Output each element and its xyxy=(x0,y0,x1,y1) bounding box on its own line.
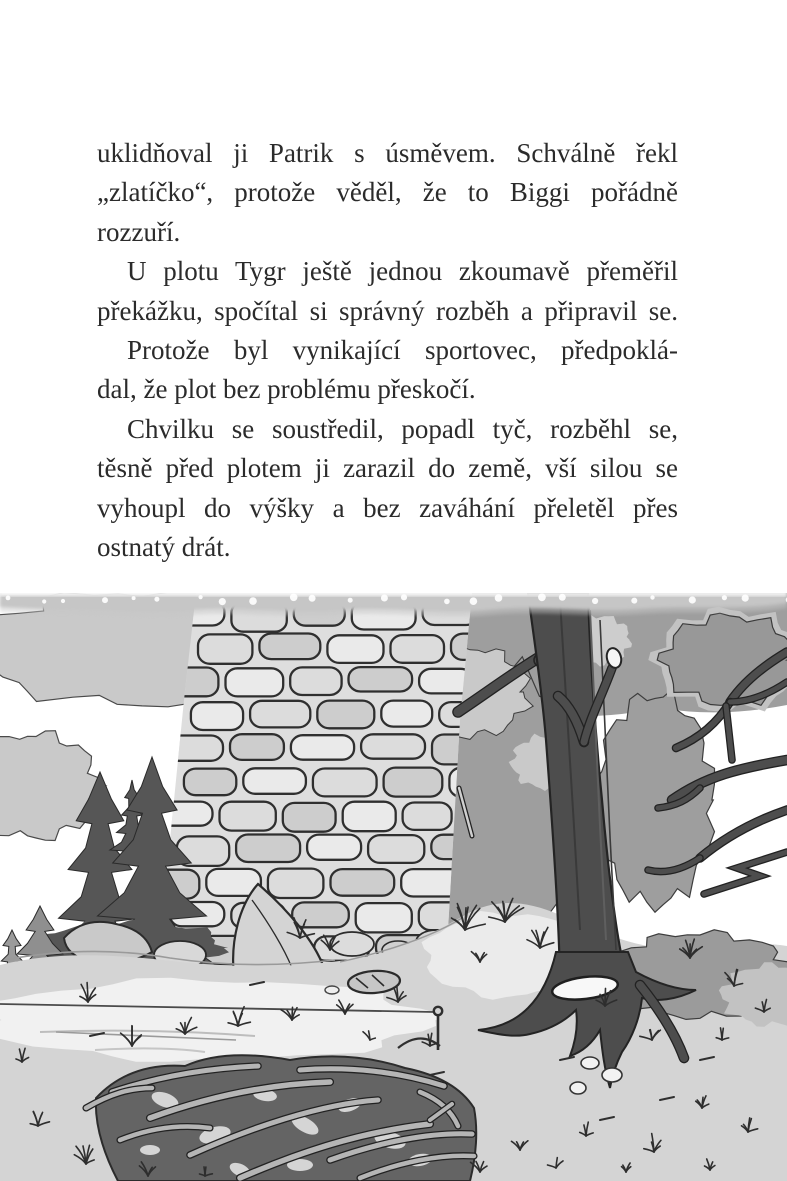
text-line-content: Protože byl vynikající sportovec, předpoklá- xyxy=(127,334,678,365)
text-line xyxy=(97,213,678,252)
text-line xyxy=(97,173,678,212)
text-line-content: ostnatý drát. xyxy=(97,531,231,562)
text-line xyxy=(97,134,678,173)
text-line xyxy=(97,410,678,449)
text-line xyxy=(97,449,678,488)
text-line xyxy=(97,489,678,528)
text-line-content: překážku, spočítal si správný rozběh a připravil se. xyxy=(97,295,678,326)
text-line-content: dal, že plot bez problému přeskočí. xyxy=(97,374,476,405)
text-line xyxy=(97,370,678,409)
text-line-content: těsně před plotem ji zarazil do země, vší silou se xyxy=(97,453,678,484)
text-line-content: U plotu Tygr ještě jednou zkoumavě přeměřil xyxy=(127,256,678,287)
text-line xyxy=(97,528,678,567)
story-text xyxy=(97,134,678,567)
text-line-content: rozzuří. xyxy=(97,216,181,247)
text-line xyxy=(97,331,678,370)
text-line-content: vyhoupl do výšky a bez zaváhání přeletěl přes xyxy=(97,492,678,523)
branch-pile xyxy=(86,1055,476,1181)
illustration-scene xyxy=(0,587,787,1181)
text-line-content: „zlatíčko“, protože věděl, že to Biggi pořádně xyxy=(97,177,678,208)
text-line xyxy=(97,292,678,331)
text-line-content: uklidňoval ji Patrik s úsměvem. Schválně řekl xyxy=(97,138,678,168)
text-line xyxy=(97,252,678,291)
text-line-content: Chvilku se soustředil, popadl tyč, rozběhl se, xyxy=(127,413,678,444)
